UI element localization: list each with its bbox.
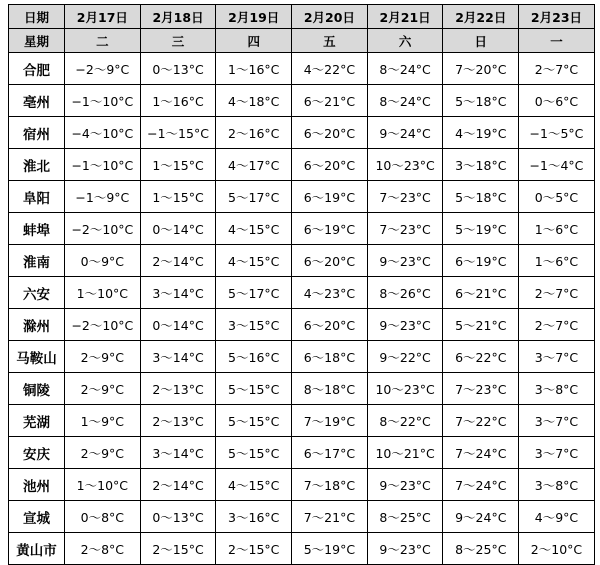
- temperature-cell: 5～15°C: [216, 405, 292, 437]
- weekday-cell: 五: [292, 29, 368, 53]
- temperature-cell: 7～22°C: [443, 405, 519, 437]
- temperature-cell: 0～5°C: [519, 181, 595, 213]
- temperature-cell: 6～19°C: [443, 245, 519, 277]
- temperature-cell: 6～20°C: [292, 149, 368, 181]
- date-cell: 2月17日: [65, 5, 141, 29]
- weekday-cell: 二: [65, 29, 141, 53]
- city-name: 六安: [9, 277, 65, 309]
- temperature-cell: 4～18°C: [216, 85, 292, 117]
- temperature-cell: 1～10°C: [65, 469, 141, 501]
- weekday-label: 星期: [9, 29, 65, 53]
- temperature-cell: 1～6°C: [519, 213, 595, 245]
- temperature-cell: 7～18°C: [292, 469, 368, 501]
- temperature-cell: 10～23°C: [367, 373, 443, 405]
- temperature-cell: 5～18°C: [443, 181, 519, 213]
- temperature-cell: 6～20°C: [292, 309, 368, 341]
- temperature-cell: 2～13°C: [140, 373, 216, 405]
- temperature-cell: −2～10°C: [65, 309, 141, 341]
- temperature-cell: 1～9°C: [65, 405, 141, 437]
- temperature-cell: 8～25°C: [367, 501, 443, 533]
- temperature-cell: 3～7°C: [519, 405, 595, 437]
- temperature-cell: 4～19°C: [443, 117, 519, 149]
- table-row: [9, 501, 595, 533]
- temperature-cell: 9～22°C: [367, 341, 443, 373]
- temperature-cell: 1～6°C: [519, 245, 595, 277]
- table-row: [9, 181, 595, 213]
- date-row: [9, 5, 595, 29]
- city-name: 淮北: [9, 149, 65, 181]
- temperature-cell: 2～7°C: [519, 309, 595, 341]
- temperature-cell: 2～15°C: [140, 533, 216, 565]
- temperature-cell: 8～25°C: [443, 533, 519, 565]
- temperature-cell: 2～7°C: [519, 277, 595, 309]
- temperature-cell: 1～16°C: [216, 53, 292, 85]
- city-name: 滁州: [9, 309, 65, 341]
- table-row: [9, 341, 595, 373]
- temperature-cell: 5～21°C: [443, 309, 519, 341]
- temperature-cell: 8～24°C: [367, 85, 443, 117]
- temperature-cell: 4～17°C: [216, 149, 292, 181]
- temperature-cell: 7～23°C: [443, 373, 519, 405]
- table-row: [9, 85, 595, 117]
- temperature-cell: 10～23°C: [367, 149, 443, 181]
- date-cell: 2月22日: [443, 5, 519, 29]
- temperature-cell: 6～22°C: [443, 341, 519, 373]
- temperature-cell: 4～15°C: [216, 469, 292, 501]
- temperature-cell: −1～5°C: [519, 117, 595, 149]
- table-row: [9, 469, 595, 501]
- temperature-cell: 3～8°C: [519, 373, 595, 405]
- date-cell: 2月21日: [367, 5, 443, 29]
- temperature-cell: 2～16°C: [216, 117, 292, 149]
- date-cell: 2月18日: [140, 5, 216, 29]
- temperature-cell: 0～13°C: [140, 501, 216, 533]
- temperature-cell: 3～14°C: [140, 437, 216, 469]
- forecast-table: [8, 4, 595, 565]
- temperature-cell: 8～18°C: [292, 373, 368, 405]
- temperature-cell: 2～9°C: [65, 437, 141, 469]
- temperature-cell: −1～9°C: [65, 181, 141, 213]
- temperature-cell: 4～22°C: [292, 53, 368, 85]
- table-row: [9, 117, 595, 149]
- temperature-cell: 4～15°C: [216, 245, 292, 277]
- temperature-cell: 6～20°C: [292, 117, 368, 149]
- temperature-cell: −2～10°C: [65, 213, 141, 245]
- temperature-cell: 0～6°C: [519, 85, 595, 117]
- temperature-cell: −1～15°C: [140, 117, 216, 149]
- temperature-cell: 2～9°C: [65, 373, 141, 405]
- temperature-cell: 1～15°C: [140, 181, 216, 213]
- temperature-cell: −1～4°C: [519, 149, 595, 181]
- temperature-cell: 2～10°C: [519, 533, 595, 565]
- table-header: [9, 5, 595, 53]
- temperature-cell: 0～8°C: [65, 501, 141, 533]
- temperature-cell: −4～10°C: [65, 117, 141, 149]
- temperature-cell: 6～19°C: [292, 181, 368, 213]
- temperature-cell: 5～17°C: [216, 277, 292, 309]
- temperature-cell: 9～23°C: [367, 245, 443, 277]
- temperature-cell: 2～14°C: [140, 245, 216, 277]
- table-row: [9, 149, 595, 181]
- temperature-cell: 4～23°C: [292, 277, 368, 309]
- temperature-cell: 10～21°C: [367, 437, 443, 469]
- temperature-cell: 0～9°C: [65, 245, 141, 277]
- table-row: [9, 277, 595, 309]
- temperature-cell: 8～24°C: [367, 53, 443, 85]
- temperature-cell: 4～9°C: [519, 501, 595, 533]
- temperature-cell: 9～24°C: [443, 501, 519, 533]
- temperature-cell: 2～13°C: [140, 405, 216, 437]
- temperature-cell: 5～18°C: [443, 85, 519, 117]
- temperature-cell: 5～19°C: [443, 213, 519, 245]
- temperature-cell: 2～7°C: [519, 53, 595, 85]
- temperature-cell: 3～14°C: [140, 277, 216, 309]
- temperature-cell: 5～17°C: [216, 181, 292, 213]
- temperature-cell: 3～14°C: [140, 341, 216, 373]
- temperature-cell: −1～10°C: [65, 149, 141, 181]
- city-name: 合肥: [9, 53, 65, 85]
- temperature-cell: 9～23°C: [367, 533, 443, 565]
- city-name: 蚌埠: [9, 213, 65, 245]
- weekday-row: [9, 29, 595, 53]
- city-name: 铜陵: [9, 373, 65, 405]
- temperature-cell: 3～8°C: [519, 469, 595, 501]
- temperature-cell: 5～15°C: [216, 437, 292, 469]
- temperature-cell: 9～23°C: [367, 469, 443, 501]
- city-name: 淮南: [9, 245, 65, 277]
- date-cell: 2月19日: [216, 5, 292, 29]
- weekday-cell: 六: [367, 29, 443, 53]
- temperature-cell: 3～7°C: [519, 341, 595, 373]
- temperature-cell: 7～23°C: [367, 181, 443, 213]
- table-row: [9, 309, 595, 341]
- temperature-cell: 8～22°C: [367, 405, 443, 437]
- city-name: 亳州: [9, 85, 65, 117]
- weekday-cell: 一: [519, 29, 595, 53]
- temperature-cell: 6～17°C: [292, 437, 368, 469]
- temperature-cell: 7～21°C: [292, 501, 368, 533]
- date-cell: 2月20日: [292, 5, 368, 29]
- table-row: [9, 373, 595, 405]
- temperature-cell: 7～19°C: [292, 405, 368, 437]
- table-row: [9, 53, 595, 85]
- temperature-cell: 3～15°C: [216, 309, 292, 341]
- table-row: [9, 533, 595, 565]
- temperature-cell: 2～14°C: [140, 469, 216, 501]
- temperature-cell: 7～23°C: [367, 213, 443, 245]
- city-name: 安庆: [9, 437, 65, 469]
- temperature-cell: 3～18°C: [443, 149, 519, 181]
- date-label: 日期: [9, 5, 65, 29]
- temperature-cell: 1～16°C: [140, 85, 216, 117]
- city-name: 芜湖: [9, 405, 65, 437]
- forecast-table-container: [8, 4, 595, 565]
- temperature-cell: 5～16°C: [216, 341, 292, 373]
- temperature-cell: 5～19°C: [292, 533, 368, 565]
- temperature-cell: 5～15°C: [216, 373, 292, 405]
- temperature-cell: 7～24°C: [443, 437, 519, 469]
- city-name: 阜阳: [9, 181, 65, 213]
- table-row: [9, 213, 595, 245]
- temperature-cell: 9～24°C: [367, 117, 443, 149]
- temperature-cell: 7～20°C: [443, 53, 519, 85]
- weekday-cell: 日: [443, 29, 519, 53]
- city-name: 宣城: [9, 501, 65, 533]
- temperature-cell: 6～21°C: [292, 85, 368, 117]
- date-cell: 2月23日: [519, 5, 595, 29]
- temperature-cell: 2～15°C: [216, 533, 292, 565]
- temperature-cell: −1～10°C: [65, 85, 141, 117]
- table-row: [9, 245, 595, 277]
- city-name: 池州: [9, 469, 65, 501]
- city-name: 宿州: [9, 117, 65, 149]
- temperature-cell: 4～15°C: [216, 213, 292, 245]
- temperature-cell: 1～15°C: [140, 149, 216, 181]
- city-name: 黄山市: [9, 533, 65, 565]
- temperature-cell: 0～13°C: [140, 53, 216, 85]
- temperature-cell: 8～26°C: [367, 277, 443, 309]
- temperature-cell: 2～9°C: [65, 341, 141, 373]
- table-body: [9, 53, 595, 565]
- temperature-cell: 6～18°C: [292, 341, 368, 373]
- temperature-cell: 7～24°C: [443, 469, 519, 501]
- temperature-cell: 6～21°C: [443, 277, 519, 309]
- temperature-cell: 9～23°C: [367, 309, 443, 341]
- temperature-cell: −2～9°C: [65, 53, 141, 85]
- temperature-cell: 3～16°C: [216, 501, 292, 533]
- city-name: 马鞍山: [9, 341, 65, 373]
- temperature-cell: 6～20°C: [292, 245, 368, 277]
- temperature-cell: 6～19°C: [292, 213, 368, 245]
- temperature-cell: 2～8°C: [65, 533, 141, 565]
- temperature-cell: 3～7°C: [519, 437, 595, 469]
- table-row: [9, 437, 595, 469]
- temperature-cell: 1～10°C: [65, 277, 141, 309]
- temperature-cell: 0～14°C: [140, 213, 216, 245]
- table-row: [9, 405, 595, 437]
- temperature-cell: 0～14°C: [140, 309, 216, 341]
- weekday-cell: 四: [216, 29, 292, 53]
- weekday-cell: 三: [140, 29, 216, 53]
